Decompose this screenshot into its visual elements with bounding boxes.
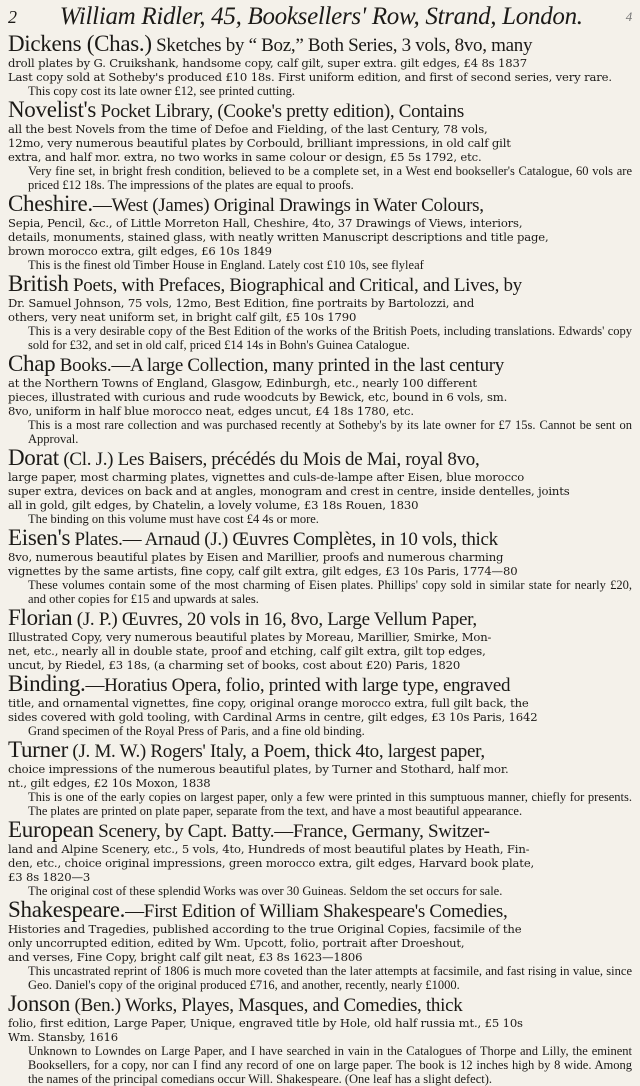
- entry-note: Unknown to Lowndes on Large Paper, and I have searched in vain in the Catalogues of Thorpe and Lilly, the eminent Booksellers, for a copy, nor can I find any record of one on large paper. The book is 12 inches high by 8 wide. Among the names of the principal comedians occur Will. Shakespeare. (One leaf has a slight defect).: [28, 1044, 632, 1086]
- catalogue-entry: [8, 673, 632, 738]
- entry-heading: Chap: [8, 351, 56, 376]
- catalogue-entry: [8, 99, 632, 192]
- entry-note: Very fine set, in bright fresh condition, believed to be a complete set, in a West end bookseller's Catalogue, 60 vols are priced £12 18s. The impressions of the plates are equal to proofs.: [28, 164, 632, 192]
- entry-note: This is a very desirable copy of the Best Edition of the works of the British Poets, including translations. Edwards' copy sold for £32, and set in old calf, priced £14 14s in Bohn's Guinea Catalogue.: [28, 324, 632, 352]
- entry-heading: Novelist's: [8, 97, 97, 122]
- entry-description-line: Last copy sold at Sotheby's produced £10 18s. First uniform edition, and first of second series, very rare.: [8, 70, 612, 84]
- entry-heading: Dickens (Chas.): [8, 31, 152, 56]
- entry-description-line: vignettes by the same artists, fine copy, calf gilt extra, gilt edges, £3 10s Paris, 1774—80: [8, 564, 518, 578]
- catalogue-entry: [8, 993, 632, 1086]
- entry-heading: Jonson: [8, 991, 71, 1016]
- entry-lead-text: —West (James) Original Drawings in Water Colours,: [92, 195, 484, 216]
- entry-description-line: all in gold, gilt edges, by Chatelin, a lovely volume, £3 18s Rouen, 1830: [8, 498, 419, 512]
- catalogue-entry: [8, 527, 632, 606]
- page-number: 2: [8, 7, 17, 27]
- entry-lead-text: Plates.— Arnaud (J.) Œuvres Complètes, in 10 vols, thick: [70, 529, 498, 550]
- entry-lead-text: Pocket Library, (Cooke's pretty edition), Contains: [96, 101, 464, 122]
- entry-description-line: Wm. Stansby, 1616: [8, 1030, 118, 1044]
- entry-lead-text: —Horatius Opera, folio, printed with large type, engraved: [85, 675, 511, 696]
- entry-description-line: folio, first edition, Large Paper, Unique, engraved title by Hole, old half russia mt., £5 10s: [8, 1016, 523, 1030]
- entry-heading: Turner: [8, 737, 68, 762]
- entry-note: The binding on this volume must have cost £4 4s or more.: [28, 512, 319, 526]
- entry-lead-text: (J. P.) Œuvres, 20 vols in 16, 8vo, Large Vellum Paper,: [72, 609, 477, 630]
- entry-description-line: Dr. Samuel Johnson, 75 vols, 12mo, Best Edition, fine portraits by Bartolozzi, and: [8, 296, 475, 310]
- entry-note: This copy cost its late owner £12, see printed cutting.: [28, 84, 295, 98]
- entry-description-line: land and Alpine Scenery, etc., 5 vols, 4to, Hundreds of most beautiful plates by Heath, Fin-: [8, 842, 530, 856]
- entry-heading: Shakespeare.: [8, 897, 126, 922]
- entry-note: The original cost of these splendid Works was over 30 Guineas. Seldom the set occurs for sale.: [28, 884, 503, 898]
- entry-lead-line: [8, 447, 632, 470]
- entry-lead-text: Sketches by “ Boz,” Both Series, 3 vols, 8vo, many: [151, 35, 533, 56]
- entry-description-line: 8vo, uniform in half blue morocco neat, edges uncut, £4 18s 1780, etc.: [8, 404, 414, 418]
- entry-note: This is one of the early copies on largest paper, only a few were printed in this sumptuous manner, chiefly for presents. The plates are printed on plate paper, separate from the text, and have a most beautiful appearance.: [28, 790, 632, 818]
- entry-description-line: and verses, Fine Copy, bright calf gilt neat, £3 8s 1623—1806: [8, 950, 363, 964]
- corner-mark: 4: [625, 9, 632, 24]
- entry-description-line: all the best Novels from the time of Defoe and Fielding, of the last Century, 78 vols,: [8, 122, 488, 136]
- entry-note: Grand specimen of the Royal Press of Paris, and a fine old binding.: [28, 724, 365, 738]
- catalogue-entry: [8, 193, 632, 272]
- entry-description-line: large paper, most charming plates, vignettes and culs-de-lampe after Eisen, blue morocco: [8, 470, 525, 484]
- entry-lead-line: [8, 99, 632, 122]
- entry-lead-line: [8, 993, 632, 1016]
- entry-description-line: pieces, illustrated with curious and rude woodcuts by Bewick, etc, bound in 6 vols, sm.: [8, 390, 508, 404]
- entry-lead-text: (Ben.) Works, Playes, Masques, and Comedies, thick: [70, 995, 463, 1016]
- entry-description-line: Sepia, Pencil, &c., of Little Morreton Hall, Cheshire, 4to, 37 Drawings of Views, interiors,: [8, 216, 523, 230]
- catalogue-entry: [8, 353, 632, 446]
- entry-heading: British: [8, 271, 69, 296]
- catalogue-entry: [8, 819, 632, 898]
- catalogue-entry: [8, 899, 632, 992]
- entry-note: This uncastrated reprint of 1806 is much more coveted than the later attempts at facsimile, and fast rising in value, since Geo. Daniel's copy of the original produced £716, and another, recently, nearly £1000.: [28, 964, 632, 992]
- entry-description-line: Histories and Tragedies, published according to the true Original Copies, facsimile of the: [8, 922, 522, 936]
- entry-description-line: super extra, devices on back and at angles, monogram and crest in centre, inside dentelles, joints: [8, 484, 570, 498]
- entry-lead-text: (J. M. W.) Rogers' Italy, a Poem, thick 4to, largest paper,: [67, 741, 485, 762]
- entry-description-line: details, monuments, stained glass, with neatly written Manuscript descriptions and title page,: [8, 230, 549, 244]
- entry-description-line: 8vo, numerous beautiful plates by Eisen and Marillier, proofs and numerous charming: [8, 550, 504, 564]
- entry-lead-line: [8, 527, 632, 550]
- entry-description-line: at the Northern Towns of England, Glasgow, Edinburgh, etc., nearly 100 different: [8, 376, 477, 390]
- entry-note: This is the finest old Timber House in England. Lately cost £10 10s, see flyleaf: [28, 258, 424, 272]
- entry-description-line: only uncorrupted edition, edited by Wm. Upcott, folio, portrait after Droeshout,: [8, 936, 465, 950]
- entries-list: [8, 33, 632, 1086]
- entry-lead-line: [8, 193, 632, 216]
- catalogue-entry: [8, 273, 632, 352]
- entry-heading: Eisen's: [8, 525, 71, 550]
- entry-lead-text: (Cl. J.) Les Baisers, précédés du Mois de Mai, royal 8vo,: [58, 449, 480, 470]
- catalogue-entry: [8, 447, 632, 526]
- entry-lead-text: Books.—A large Collection, many printed in the last century: [55, 355, 505, 376]
- entry-description-line: uncut, by Riedel, £3 18s, (a charming set of books, cost about £20) Paris, 1820: [8, 658, 461, 672]
- header-title: William Ridler, 45, Booksellers' Row, Strand, London.: [59, 3, 583, 30]
- entry-lead-text: Poets, with Prefaces, Biographical and Critical, and Lives, by: [68, 275, 522, 296]
- entry-description-line: droll plates by G. Cruikshank, handsome copy, calf gilt, super extra. gilt edges, £4 8s 1837: [8, 56, 527, 70]
- entry-description-line: title, and ornamental vignettes, fine copy, original orange morocco extra, full gilt back, the: [8, 696, 529, 710]
- entry-heading: Dorat: [8, 445, 59, 470]
- catalogue-entry: [8, 33, 632, 98]
- entry-note: This is a most rare collection and was purchased recently at Sotheby's by its late owner for £7 15s. Cannot be sent on Approval.: [28, 418, 632, 446]
- entry-note: These volumes contain some of the most charming of Eisen plates. Phillips' copy sold in similar state for nearly £20, and other copies for £15 and upwards at sales.: [28, 578, 632, 606]
- entry-lead-line: [8, 899, 632, 922]
- entry-heading: European: [8, 817, 94, 842]
- entry-lead-line: [8, 33, 632, 56]
- entry-lead-line: [8, 819, 632, 842]
- entry-lead-line: [8, 739, 632, 762]
- entry-heading: Binding.: [8, 671, 86, 696]
- entry-description-line: den, etc., choice original impressions, green morocco extra, gilt edges, Harvard book plate,: [8, 856, 535, 870]
- entry-heading: Cheshire.: [8, 191, 93, 216]
- entry-lead-text: —First Edition of William Shakespeare's Comedies,: [125, 901, 508, 922]
- entry-lead-line: [8, 607, 632, 630]
- entry-description-line: choice impressions of the numerous beautiful plates, by Turner and Stothard, half mor.: [8, 762, 509, 776]
- entry-lead-line: [8, 353, 632, 376]
- entry-description-line: 12mo, very numerous beautiful plates by Corbould, brilliant impressions, in old calf gilt: [8, 136, 511, 150]
- entry-description-line: net, etc., nearly all in double state, proof and etching, calf gilt extra, gilt top edges,: [8, 644, 486, 658]
- entry-description-line: sides covered with gold tooling, with Cardinal Arms in centre, gilt edges, £3 10s Paris, 1642: [8, 710, 538, 724]
- entry-description-line: £3 8s 1820—3: [8, 870, 91, 884]
- running-header: [8, 2, 632, 32]
- catalogue-entry: [8, 739, 632, 818]
- entry-lead-line: [8, 273, 632, 296]
- entry-description-line: brown morocco extra, gilt edges, £6 10s 1849: [8, 244, 272, 258]
- catalogue-entry: [8, 607, 632, 672]
- entry-description-line: Illustrated Copy, very numerous beautiful plates by Moreau, Marillier, Smirke, Mon-: [8, 630, 492, 644]
- entry-lead-text: Scenery, by Capt. Batty.—France, Germany, Switzer-: [93, 821, 490, 842]
- entry-description-line: extra, and half mor. extra, no two works in same colour or design, £5 5s 1792, etc.: [8, 150, 482, 164]
- entry-description-line: nt., gilt edges, £2 10s Moxon, 1838: [8, 776, 211, 790]
- entry-lead-line: [8, 673, 632, 696]
- entry-description-line: others, very neat uniform set, in bright calf gilt, £5 10s 1790: [8, 310, 357, 324]
- entry-heading: Florian: [8, 605, 73, 630]
